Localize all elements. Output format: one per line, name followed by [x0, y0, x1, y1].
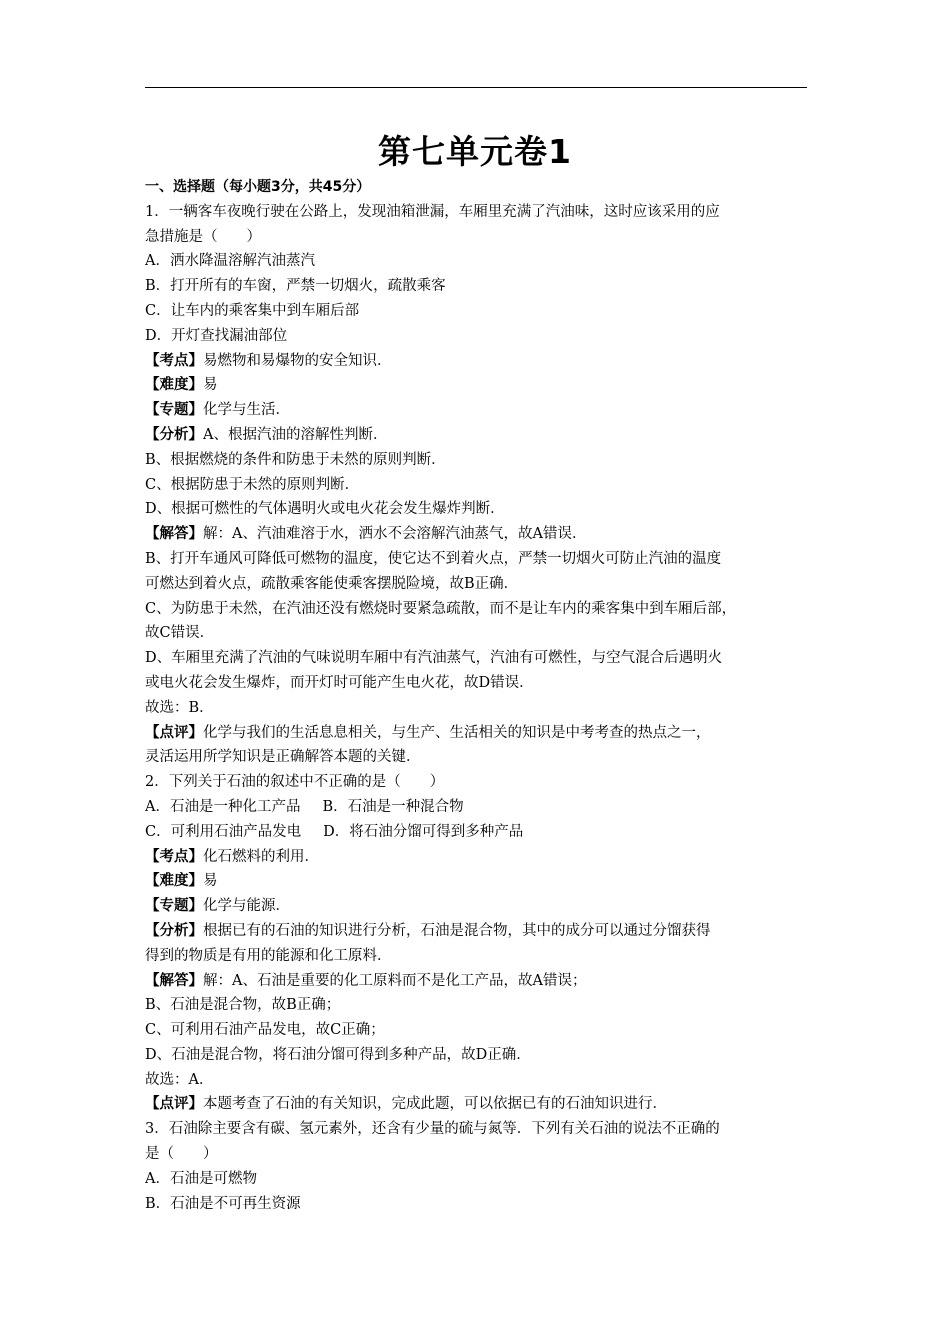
question-1-fenxi-line: D、根据可燃性的气体遇明火或电火花会发生爆炸判断． [145, 501, 505, 518]
question-2-option-b: B．石油是一种混合物 [322, 798, 464, 815]
jieda-tag: 【解答】 [145, 972, 203, 989]
jieda-tag: 【解答】 [145, 526, 203, 543]
question-2-jieda [145, 969, 810, 994]
dianping-text: 本题考查了石油的有关知识，完成此题，可以依据已有的石油知识进行． [203, 1096, 667, 1113]
question-2-kaodian [145, 845, 810, 870]
question-1-jieda-line: 故C错误． [145, 625, 215, 642]
question-1-jieda-line: D、车厢里充满了汽油的气味说明车厢中有汽油蒸气，汽油有可燃性，与空气混合后遇明火 [145, 650, 723, 667]
question-2-options-ab [145, 795, 810, 820]
question-2-fenxi-line: 得到的物质是有用的能源和化工原料． [145, 947, 392, 964]
question-1-nandu [145, 373, 810, 398]
jieda-text: 解：A、石油是重要的化工原料而不是化工产品，故A错误； [203, 972, 587, 989]
dianping-tag: 【点评】 [145, 1096, 203, 1113]
zhuanti-tag: 【专题】 [145, 402, 203, 419]
question-2-nandu [145, 869, 810, 894]
question-1-zhuanti [145, 398, 810, 423]
question-1-stem: 1．一辆客车夜晚行驶在公路上，发现油箱泄漏，车厢里充满了汽油味，这时应该采用的应 [145, 203, 720, 220]
kaodian-text: 化石燃料的利用． [203, 848, 319, 865]
nandu-tag: 【难度】 [145, 377, 203, 394]
zhuanti-tag: 【专题】 [145, 898, 203, 915]
question-1-jieda-line: 可燃达到着火点，疏散乘客能使乘客摆脱险境，故B正确． [145, 575, 519, 592]
fenxi-text: 根据已有的石油的知识进行分析，石油是混合物，其中的成分可以通过分馏获得 [203, 922, 711, 939]
kaodian-tag: 【考点】 [145, 352, 203, 369]
nandu-text: 易 [203, 377, 218, 394]
question-1-jieda-line: C、为防患于未然，在汽油还没有燃烧时要紧急疏散，而不是让车内的乘客集中到车厢后部， [145, 600, 737, 617]
question-3-option-b: B．石油是不可再生资源 [145, 1195, 301, 1212]
question-2-option-c: C．可利用石油产品发电 [145, 823, 302, 840]
question-2-fenxi [145, 919, 810, 944]
fenxi-tag: 【分析】 [145, 922, 203, 939]
fenxi-text: A、根据汽油的溶解性判断． [203, 426, 388, 443]
question-2-option-a: A．石油是一种化工产品 [145, 798, 301, 815]
question-1-answer: 故选：B． [145, 699, 214, 716]
zhuanti-text: 化学与能源． [203, 898, 290, 915]
question-1-jieda-line: B、打开车通风可降低可燃物的温度，使它达不到着火点，严禁一切烟火可防止汽油的温度 [145, 550, 722, 567]
question-1-kaodian [145, 349, 810, 374]
dianping-tag: 【点评】 [145, 724, 203, 741]
question-1-option-d: D．开灯查找漏油部位 [145, 327, 288, 344]
zhuanti-text: 化学与生活． [203, 402, 290, 419]
question-3-stem: 3．石油除主要含有碳、氢元素外，还含有少量的硫与氮等．下列有关石油的说法不正确的 [145, 1121, 720, 1138]
question-2-jieda-line: D、石油是混合物，将石油分馏可得到多种产品，故D正确． [145, 1046, 531, 1063]
document-title: 第七单元卷1 [378, 132, 572, 171]
question-1-dianping-line: 灵活运用所学知识是正确解答本题的关键． [145, 749, 421, 766]
fenxi-tag: 【分析】 [145, 426, 203, 443]
kaodian-text: 易燃物和易爆物的安全知识． [203, 352, 392, 369]
question-1-option-c: C．让车内的乘客集中到车厢后部 [145, 302, 360, 319]
header-rule [145, 87, 807, 88]
question-2-stem: 2．下列关于石油的叙述中不正确的是（ ） [145, 774, 445, 791]
question-2-jieda-line: B、石油是混合物，故B正确； [145, 997, 341, 1014]
question-2-option-d: D．将石油分馏可得到多种产品 [323, 823, 524, 840]
question-2-answer: 故选：A． [145, 1071, 214, 1088]
kaodian-tag: 【考点】 [145, 848, 203, 865]
question-2-options-cd [145, 820, 810, 845]
question-1-dianping [145, 721, 810, 746]
question-2-dianping [145, 1092, 810, 1117]
question-1-option-a: A．洒水降温溶解汽油蒸汽 [145, 253, 315, 270]
document-body [145, 175, 810, 1216]
question-1-fenxi [145, 423, 810, 448]
dianping-text: 化学与我们的生活息息相关，与生产、生活相关的知识是中考考查的热点之一， [203, 724, 711, 741]
question-1-stem-cont: 急措施是（ ） [145, 228, 261, 245]
nandu-text: 易 [203, 873, 218, 890]
jieda-text: 解：A、汽油难溶于水，洒水不会溶解汽油蒸气，故A错误． [203, 526, 587, 543]
question-2-zhuanti [145, 894, 810, 919]
question-1-jieda-line: 或电火花会发生爆炸，而开灯时可能产生电火花，故D错误． [145, 674, 534, 691]
question-1-option-b: B．打开所有的车窗，严禁一切烟火，疏散乘客 [145, 278, 446, 295]
question-3-stem-cont: 是（ ） [145, 1146, 218, 1163]
section-heading: 一、选择题（每小题3分，共45分） [145, 179, 371, 195]
question-1-jieda [145, 522, 810, 547]
nandu-tag: 【难度】 [145, 873, 203, 890]
question-1-fenxi-line: C、根据防患于未然的原则判断． [145, 476, 360, 493]
question-1-fenxi-line: B、根据燃烧的条件和防患于未然的原则判断． [145, 451, 446, 468]
question-3-option-a: A．石油是可燃物 [145, 1170, 257, 1187]
question-2-jieda-line: C、可利用石油产品发电，故C正确； [145, 1022, 385, 1039]
